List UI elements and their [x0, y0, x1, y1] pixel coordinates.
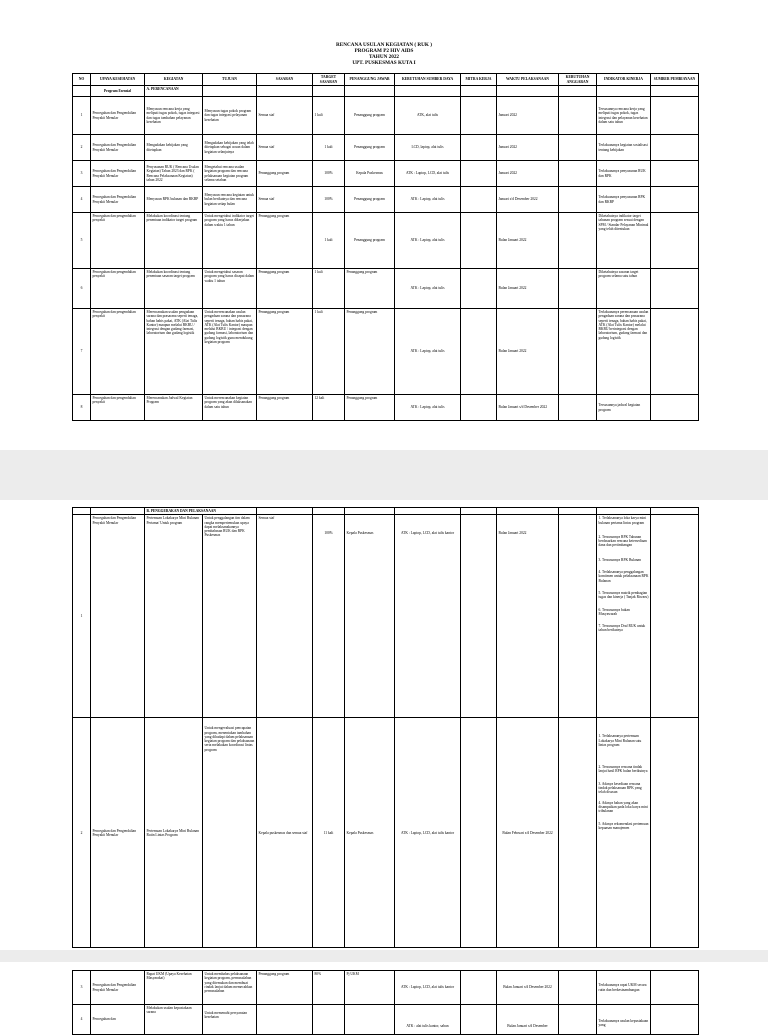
table-cell: 2: [73, 135, 91, 161]
table-row: [73, 269, 699, 309]
table-cell: 3: [73, 971, 91, 1005]
table-cell: [203, 86, 257, 97]
table-cell: Penanggung program: [257, 161, 313, 187]
table-cell: [559, 1005, 597, 1035]
table-cell: 1: [73, 97, 91, 135]
section-a-label: A. PERENCANAAN: [145, 86, 203, 97]
header-pembiayaan: SUMBER PEMBIAYAAN: [651, 74, 699, 86]
table-cell: [395, 86, 461, 97]
table-cell: Pencegahan dan pengendalian penyakit: [91, 269, 145, 309]
page-gap: [0, 950, 768, 962]
table-cell: 4: [73, 1005, 91, 1035]
table-cell: [257, 1005, 313, 1035]
table-row: [73, 161, 699, 187]
table-cell: Semua staf: [257, 135, 313, 161]
table-cell: [313, 1005, 345, 1035]
section-b-label: B. PENGGERAKAN DAN PELAKSANAAN: [145, 508, 257, 515]
table-cell: Terlaksananya kegiatan sosialisasi tentang kebijakan: [597, 135, 651, 161]
table-cell: [651, 971, 699, 1005]
table-cell: ATK : Laptop, alat tulis: [395, 395, 461, 421]
table-cell: [651, 97, 699, 135]
header-pj: PENANGGUNG JAWAB: [345, 74, 395, 86]
table-cell: 4: [73, 187, 91, 213]
table-cell: [395, 508, 461, 515]
header-sasaran: SASARAN: [257, 74, 313, 86]
table-cell: Melakukan usulan kepustakaan sarana: [145, 1005, 203, 1035]
table-cell: Terlaksananya penyusunan RUK dan RPK: [597, 161, 651, 187]
table-cell: Untuk mengetahui indikator target program yang harus dikerjakan dalam waktu 1 tahun: [203, 213, 257, 269]
table-cell: ATK, alat tulis: [395, 97, 461, 135]
table-cell: 5: [73, 213, 91, 269]
header-indikator: INDIKATOR KINERJA: [597, 74, 651, 86]
table-cell: Terlaksananya usulan kepustakaan yang: [597, 1005, 651, 1035]
table-cell: [651, 135, 699, 161]
table-cell: Bulan Januari 2022: [497, 309, 559, 395]
table-cell: [461, 508, 497, 515]
table-cell: ATK : Laptop, alat tulis: [395, 309, 461, 395]
table-cell: [257, 508, 313, 515]
table-cell: Penanggung program: [345, 135, 395, 161]
table-row: [73, 515, 699, 718]
table-cell: Pencegahan dan pengendalian penyakit: [91, 309, 145, 395]
table-cell: Untuk mengevaluasi pencapaian program, menentukan tambahan yang dihadapi dalam pelaksanaan kegiatan program dan pelaksanaan serta melakukan koordinasi lintas program: [203, 718, 257, 948]
table-cell: [651, 718, 699, 948]
table-cell: [461, 971, 497, 1005]
program-label: Program Esensial: [91, 86, 145, 97]
table-cell: Pertemuan Lokakarya Mini Bulanan Rutin Lintas Program: [145, 718, 203, 948]
table-cell: [257, 86, 313, 97]
table-cell: Bulan Januari 2022: [497, 269, 559, 309]
table-cell: 100%: [313, 515, 345, 718]
table-cell: [559, 97, 597, 135]
table-cell: Melakukan koordinasi tentang penentuan sasaran target program: [145, 269, 203, 309]
table-cell: [559, 515, 597, 718]
table-cell: Rapat UKM (Upaya Kesehatan Masyarakat): [145, 971, 203, 1005]
table-cell: 11 kali: [313, 718, 345, 948]
table-cell: Penanggung program: [257, 309, 313, 395]
indikator-list: 1. Terlaksananya loka karya mini bulanan pertama lintas program 2. Tersusunnya RPK Tahunan berdasarkan rencana ketersediaan dana dan pertimbangan 3. Tersusunnya RPK Bulanan 4. Terlaksananya penggalangan komitmen untuk pelaksanaan RPK Bulanan 5. Tersusunnya matrik pembagian tugas dan kinerja ( Tanjak Riwaru) 6. Tersusunnya bukan Musyawarah 7. Tersusunnya Draf RUK untuk tahun berikutnya: [597, 515, 651, 718]
table-cell: Pencegahan dan pengendalian penyakit: [91, 213, 145, 269]
table-cell: [345, 86, 395, 97]
table-cell: Semua staf: [257, 97, 313, 135]
table-cell: Menyusun rencana kegiatan untuk bulan berikutnya dan rencana kegiatan setiap bulan: [203, 187, 257, 213]
table-cell: 3: [73, 161, 91, 187]
table-cell: [559, 395, 597, 421]
table-cell: [559, 269, 597, 309]
table-cell: Kepala Puskesmas: [345, 718, 395, 948]
table-cell: [651, 213, 699, 269]
table-cell: [651, 161, 699, 187]
table-cell: Penanggung program: [257, 395, 313, 421]
table-row: [73, 395, 699, 421]
table-cell: 6: [73, 269, 91, 309]
table-cell: Diketahuinya sasaran target program selama satu tahun: [597, 269, 651, 309]
table-cell: Semua staf: [257, 515, 313, 718]
table-cell: [559, 508, 597, 515]
table-cell: Pencegahan dan Pengendalian Penyakit Menular: [91, 161, 145, 187]
title-line: RENCANA USULAN KEGIATAN ( RUK ): [336, 42, 432, 48]
header-tujuan: TUJUAN: [203, 74, 257, 86]
table-cell: [461, 86, 497, 97]
table-cell: Pencegahan dan Pengendalian Penyakit Menular: [91, 718, 145, 948]
table-cell: 1 kali: [313, 213, 345, 269]
table-cell: [345, 1005, 395, 1035]
header-kegiatan: KEGIATAN: [145, 74, 203, 86]
table-cell: Bulan Januari 2022: [497, 213, 559, 269]
table-cell: Kepala Puskesmas: [345, 161, 395, 187]
table-cell: [461, 213, 497, 269]
table-cell: ATK : Laptop, alat tulis: [395, 213, 461, 269]
table-cell: Penanggung program: [345, 213, 395, 269]
section-row: [73, 86, 699, 97]
table-cell: Januari 2022: [497, 97, 559, 135]
table-cell: ATK : alat tulis kantor, sabun: [395, 1005, 461, 1035]
table-cell: Menyusun RPK bulanan dan RKBP: [145, 187, 203, 213]
table-cell: LCD, laptop, alat tulis: [395, 135, 461, 161]
table-cell: Penanggung program: [345, 309, 395, 395]
table-cell: ATK : Laptop, LCD, alat tulis kantor: [395, 718, 461, 948]
table-row: [73, 135, 699, 161]
table-cell: Bulan Januari 2022: [497, 515, 559, 718]
table-cell: [461, 161, 497, 187]
table-cell: [559, 213, 597, 269]
table-cell: Mengetahui rencana usulan kegiatan program dan rencana pelaksanaan kegiatan program selama setahun: [203, 161, 257, 187]
header-target: TARGET SASARAN: [313, 74, 345, 86]
table-cell: [461, 515, 497, 718]
table-cell: Bulan Februari s/d Desember 2022: [497, 718, 559, 948]
table-cell: [461, 135, 497, 161]
table-cell: Melakukan koordinasi tentang penentuan indikator target program: [145, 213, 203, 269]
table-cell: Penyusunan RUK ( Rencana Usulan Kegiatan) Tahun 2023 dan RPK ( Rencana Pelaksanaan Kegiatan) tahun 2022: [145, 161, 203, 187]
table-cell: [91, 508, 145, 515]
table-row: [73, 718, 699, 948]
table-cell: Bulan Januari s/d Desember: [497, 1005, 559, 1035]
table-cell: Semua staf: [257, 187, 313, 213]
table-cell: ATK : Laptop, LCD, alat tulis: [395, 161, 461, 187]
table-cell: Terlaksananya penyusunan RPK dan RKBP: [597, 187, 651, 213]
table-cell: Penanggung program: [345, 187, 395, 213]
table-cell: [559, 309, 597, 395]
table-cell: Tersusunnya jadwal kegiatan program: [597, 395, 651, 421]
table-cell: Diketahuinya indikator target tahunan program sesuai dengan SPM / Standar Pelayanan Minimal yang telah ditentukan: [597, 213, 651, 269]
table-cell: Bulan Januari s/d Desember 2022: [497, 971, 559, 1005]
table-row: [73, 187, 699, 213]
table-cell: [461, 309, 497, 395]
table-row: [73, 1005, 699, 1035]
table-cell: [559, 187, 597, 213]
table-cell: Pencegahan dan Pengendalian Penyakit Menular: [91, 515, 145, 718]
table-cell: [651, 269, 699, 309]
table-cell: Pencegahan dan Pengendalian Penyakit Menular: [91, 971, 145, 1005]
table-cell: [559, 718, 597, 948]
table-cell: [461, 1005, 497, 1035]
table-cell: 1 kali: [313, 269, 345, 309]
table-cell: 80%: [313, 971, 345, 1005]
table-cell: ATK : Laptop, alat tulis: [395, 269, 461, 309]
table-cell: Tersusunnya rencana kerja yang meliputi tugas pokok, tugas integrasi dan pelayanan kesehatan dalam satu tahun: [597, 97, 651, 135]
table-cell: [461, 718, 497, 948]
table-cell: [497, 508, 559, 515]
header-waktu: WAKTU PELAKSANAAN: [497, 74, 559, 86]
table-cell: [651, 508, 699, 515]
table-cell: Untuk membahas pelaksanaan kegiatan program, permasalahan yang ditemukan dan membuat rindak lanjut dalam memecahkan permasalahan: [203, 971, 257, 1005]
table-cell: [313, 86, 345, 97]
ruk-table-page-1: [72, 73, 699, 421]
table-cell: Penanggung program: [345, 395, 395, 421]
table-cell: 1 kali: [313, 97, 345, 135]
table-cell: Penanggung program: [257, 269, 313, 309]
table-cell: Mengadakan kebijakan yang ditetapkan: [145, 135, 203, 161]
table-cell: [651, 1005, 699, 1035]
title-line: PROGRAM P2 HIV AIDS: [354, 48, 414, 54]
table-cell: [559, 161, 597, 187]
table-header-row: [73, 74, 699, 86]
table-cell: Kepala Puskesmas: [345, 515, 395, 718]
table-cell: Pencegahan dan Pengendalian Penyakit Menular: [91, 135, 145, 161]
table-cell: ATK : Laptop, alat tulis: [395, 187, 461, 213]
header-no: NO: [73, 74, 91, 86]
table-row: [73, 309, 699, 395]
table-cell: [597, 508, 651, 515]
table-cell: Januari 2022: [497, 161, 559, 187]
table-cell: [597, 86, 651, 97]
table-cell: Untuk memenuhi persyaratan kesehatan: [203, 1005, 257, 1035]
table-cell: 100%: [313, 161, 345, 187]
table-cell: 8: [73, 395, 91, 421]
table-cell: [461, 269, 497, 309]
table-cell: [461, 187, 497, 213]
table-cell: 1 kali: [313, 309, 345, 395]
table-cell: [651, 515, 699, 718]
table-cell: Terlaksananya perencanaan usulan pengadaan sarana dan prasarana seperti tenaga, bahan habis pakai, ATK (Alat Tulis Kantor) melalui BKBU berintegrasi dengan laboratorium, gudang farmasi dan gudang logistik: [597, 309, 651, 395]
table-cell: Terlaksananya rapat UKM secara rutin dan berkesinambungan: [597, 971, 651, 1005]
table-cell: [651, 395, 699, 421]
header-upaya: UPAYA KESEHATAN: [91, 74, 145, 86]
table-cell: [461, 395, 497, 421]
table-cell: 7: [73, 309, 91, 395]
header-sumber-daya: KEBUTUHAN SUMBER DAYA: [395, 74, 461, 86]
table-row: [73, 213, 699, 269]
ruk-table-page-3: [72, 970, 699, 1035]
table-cell: Pencegahan dan Pengendalian Penyakit Menular: [91, 187, 145, 213]
table-cell: [559, 971, 597, 1005]
table-cell: Penanggung program: [345, 269, 395, 309]
header-anggaran: KEBUTUHAN ANGGARAN: [559, 74, 597, 86]
table-cell: [461, 97, 497, 135]
table-cell: Penanggung program: [257, 213, 313, 269]
table-cell: Untuk merencanakan kegiatan program yang akan dilaksanakan dalam satu tahun: [203, 395, 257, 421]
table-cell: Pj UKM: [345, 971, 395, 1005]
table-cell: Pencegahan dan pengendalian penyakit: [91, 395, 145, 421]
table-cell: Januari 2022: [497, 135, 559, 161]
indikator-list: 1. Terlaksananya pertemuan Lokakarya Mini Bulanan satu lintas program 2. Tersusunnya rencana tindak lanjut hasil RPK bulan berikutnya 3. Adanya kesediaan rencana tindak pelaksanaan RPK yang telah disusun 4. Adanya bahan yang akan disampaikan pada loka karya mini tribulanan 5. Adanya rekomendasi pertemuan kepuasan manajemen: [597, 718, 651, 948]
table-cell: [497, 86, 559, 97]
table-cell: Kepala puskesmas dan semua staf: [257, 718, 313, 948]
ruk-table-page-2: [72, 507, 699, 948]
table-cell: Untuk mengetahui sasaran program yang harus dicapai dalam waktu 1 tahun: [203, 269, 257, 309]
title-line: UPT. PUSKESMAS KUTA I: [352, 60, 416, 66]
table-cell: Pencegahan dan Pengendalian Penyakit Menular: [91, 97, 145, 135]
table-cell: Pertemuan Lokakarya Mini Bulanan Pertama/ Untuk program: [145, 515, 203, 718]
page-gap: [0, 450, 768, 500]
table-cell: Januari s/d Desember 2022: [497, 187, 559, 213]
table-row: [73, 971, 699, 1005]
title-line: TAHUN 2022: [368, 54, 400, 60]
table-cell: Menyusun rencana kerja yang meliputi tugas pokok, tugas integrasi dan tugas tambahan pelayanan kesehatan: [145, 97, 203, 135]
table-cell: Untuk penggalangan tim dalam rangka mempertemukan upaya dapat melaksanakannya pembahasan RUK dan RPK Puskesmas: [203, 515, 257, 718]
table-cell: Penanggung program: [257, 971, 313, 1005]
table-cell: Penanggung program: [345, 97, 395, 135]
header-mitra: MITRA KERJA: [461, 74, 497, 86]
section-row: [73, 508, 699, 515]
table-row: [73, 97, 699, 135]
table-cell: [73, 86, 91, 97]
table-cell: [651, 86, 699, 97]
table-cell: [651, 309, 699, 395]
table-cell: Pencegahan dan: [91, 1005, 145, 1035]
table-cell: [559, 135, 597, 161]
table-cell: Mengadakan kebijakan yang telah ditetapkan sebagai acuan dalam kegiatan selanjutnya: [203, 135, 257, 161]
table-cell: [651, 187, 699, 213]
table-cell: [345, 508, 395, 515]
table-cell: Untuk merencanakan usulan pengadaan sarana dan prasarana seperti tenaga, bahan habis pakai, ATK (Alat Tulis Kantor) maupun melalui BKBU / integrasi dengan gudang farmasi, laboratorium dan gudang logistik guna mendukung kegiatan program: [203, 309, 257, 395]
table-cell: Merencanakan Jadwal Kegiatan Program: [145, 395, 203, 421]
table-cell: Bulan Januari s/d Desember 2022: [497, 395, 559, 421]
table-cell: 1 kali: [313, 135, 345, 161]
table-cell: Menyusun tugas pokok program dan tugas integrasi pelayanan kesehatan: [203, 97, 257, 135]
table-cell: ATK : Laptop, LCD, alat tulis kantor: [395, 515, 461, 718]
table-cell: ATK : Laptop, LCD, alat tulis kantor: [395, 971, 461, 1005]
document-title: [0, 42, 768, 66]
table-cell: [313, 508, 345, 515]
table-cell: Merencanakan usulan pengadaan sarana dan prasarana seperti tenaga, bahan habis pakai, ATK (Alat Tulis Kantor) maupun melalui BKBU / integrasi dengan gudang farmasi, laboratorium dan gudang logistik: [145, 309, 203, 395]
table-cell: 12 kali: [313, 395, 345, 421]
table-cell: [73, 508, 91, 515]
table-cell: 1: [73, 515, 91, 718]
table-cell: 2: [73, 718, 91, 948]
table-cell: 100%: [313, 187, 345, 213]
table-cell: [559, 86, 597, 97]
